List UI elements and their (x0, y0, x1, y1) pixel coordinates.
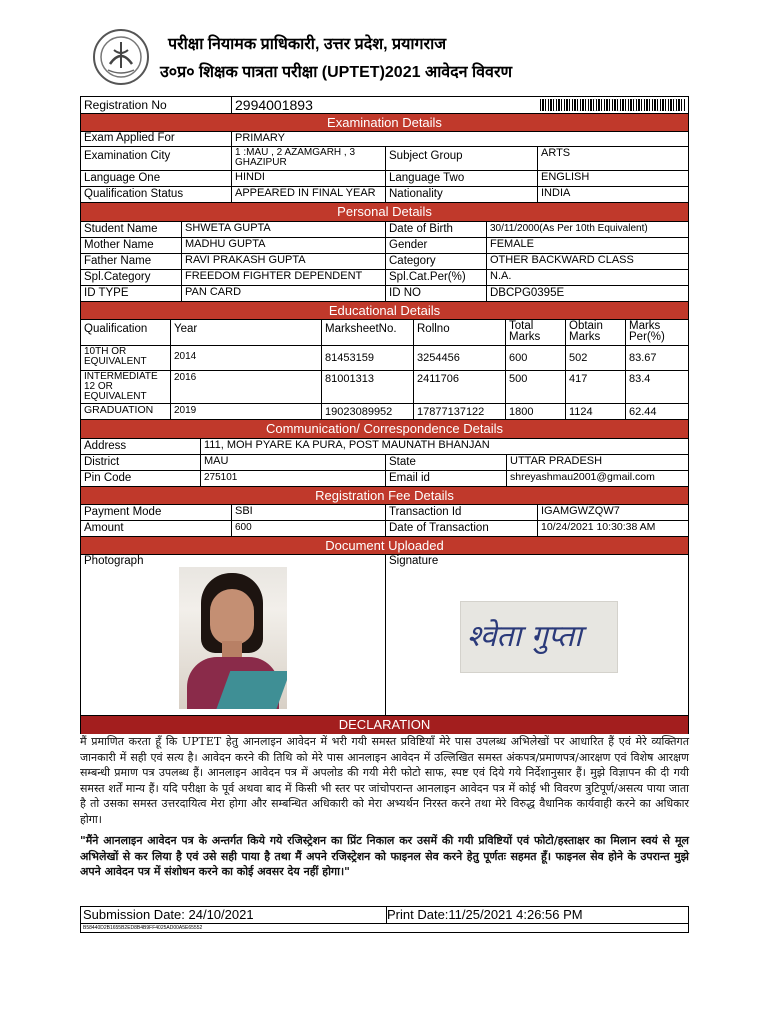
mother-name-value: MADHU GUPTA (182, 238, 386, 253)
registration-label: Registration No (81, 97, 232, 113)
id-type-value: PAN CARD (182, 286, 386, 301)
language-one-value: HINDI (232, 171, 386, 186)
section-fee-details: Registration Fee Details (80, 487, 689, 505)
form-title: उ०प्र० शिक्षक पात्रता परीक्षा (UPTET)2021 आवेदन विवरण (160, 64, 513, 81)
declaration-text (80, 734, 689, 906)
gender-value: FEMALE (490, 238, 535, 250)
address-label: Address (81, 439, 201, 454)
personal-row-3 (80, 254, 689, 270)
subject-group-label: Subject Group (386, 147, 538, 170)
comm-row-1 (80, 439, 689, 455)
subject-group-value: ARTS (541, 147, 571, 159)
transaction-date-value: 10/24/2021 10:30:38 AM (541, 521, 656, 533)
edu-qualification: INTERMEDIATE 12 OR EQUIVALENT (81, 371, 171, 403)
personal-row-2 (80, 238, 689, 254)
edu-header-total-marks: Total Marks (506, 320, 566, 345)
dob-value: 30/11/2000(As Per 10th Equivalent) (490, 223, 648, 234)
gender-label: Gender (386, 238, 487, 253)
dob-label: Date of Birth (386, 222, 487, 237)
edu-header-rollno: Rollno (414, 320, 506, 345)
edu-marks-per: 62.44 (629, 406, 657, 418)
id-no-label: ID NO (386, 286, 487, 301)
section-document-uploaded: Document Uploaded (80, 537, 689, 555)
edu-marks-per: 83.67 (629, 352, 657, 364)
edu-rollno: 2411706 (414, 371, 506, 403)
section-exam-details: Examination Details (80, 114, 689, 132)
id-no-value: DBCPG0395E (490, 287, 565, 299)
document-hash: B58440D2B1655B2ED8B4B9FF4025AD00A5E65552 (80, 923, 689, 933)
transaction-id-value: IGAMGWZQW7 (541, 505, 620, 517)
nationality-value: INDIA (541, 187, 571, 199)
exam-city-label: Examination City (81, 147, 232, 170)
edu-year: 2014 (171, 346, 322, 370)
category-label: Category (386, 254, 487, 269)
category-value: OTHER BACKWARD CLASS (490, 254, 634, 266)
exam-row-2 (80, 147, 689, 171)
spl-cat-per-value: N.A. (490, 270, 512, 282)
photograph-cell (81, 555, 386, 715)
qualification-status-value: APPEARED IN FINAL YEAR (232, 187, 386, 202)
table-row (80, 371, 689, 404)
signature-cell (386, 555, 688, 715)
exam-row-4 (80, 187, 689, 203)
exam-applied-value: PRIMARY (235, 132, 285, 144)
state-value: UTTAR PRADESH (510, 455, 603, 467)
edu-qualification: GRADUATION (81, 404, 171, 419)
education-header-row (80, 320, 689, 346)
transaction-id-label: Transaction Id (386, 505, 538, 520)
section-communication-details: Communication/ Correspondence Details (80, 420, 689, 439)
pin-code-label: Pin Code (81, 471, 201, 486)
nationality-label: Nationality (386, 187, 538, 202)
declaration-quote: "मैंने आनलाइन आवेदन पत्र के अन्तर्गत किये गये रजिस्ट्रेशन का प्रिंट निकाल कर उसमें की गयी प्रविष्टियों एवं फोटो/हस्ताक्षर का मिलान स्वयं से मूल अभिलेखों से कर लिया है एवं उसे सही पाया है तथा मैं अपने रजिस्ट्रेशन को फाइनल सेव करने हेतु पूर्णतः सहमत हूँ। फाइनल सेव होने के उपरान्त मुझे अपने आवेदन पत्र में संशोधन करने का कोई अवसर देय नहीं होगा।" (80, 834, 689, 878)
authority-title: परीक्षा नियामक प्राधिकारी, उत्तर प्रदेश, प्रयागराज (168, 36, 447, 53)
edu-marksheet: 19023089952 (322, 404, 414, 419)
edu-qualification: 10TH OR EQUIVALENT (81, 346, 171, 370)
id-type-label: ID TYPE (81, 286, 182, 301)
exam-city-value: 1 :MAU , 2 AZAMGARH , 3 GHAZIPUR (232, 147, 386, 170)
print-date: Print Date:11/25/2021 4:26:56 PM (387, 907, 583, 922)
student-name-value: SHWETA GUPTA (182, 222, 386, 237)
section-declaration: DECLARATION (80, 716, 689, 734)
amount-value: 600 (232, 521, 386, 536)
edu-header-marksheet: MarksheetNo. (322, 320, 414, 345)
personal-row-5 (80, 286, 689, 302)
edu-header-marks-per: Marks Per(%) (629, 320, 665, 343)
spl-category-label: Spl.Category (81, 270, 182, 285)
edu-marksheet: 81001313 (322, 371, 414, 403)
payment-mode-value: SBI (232, 505, 386, 520)
registration-number: 2994001893 (235, 97, 313, 113)
language-two-label: Language Two (386, 171, 538, 186)
edu-header-obtain-marks: Obtain Marks (566, 320, 626, 345)
edu-total-marks: 600 (506, 346, 566, 370)
email-value: shreyashmau2001@gmail.com (510, 471, 655, 483)
district-label: District (81, 455, 201, 470)
edu-header-year: Year (171, 320, 322, 345)
pin-code-value: 275101 (201, 471, 386, 486)
personal-row-1 (80, 222, 689, 238)
amount-label: Amount (81, 521, 232, 536)
transaction-date-label: Date of Transaction (386, 521, 538, 536)
edu-total-marks: 1800 (506, 404, 566, 419)
address-value: 111, MOH PYARE KA PURA, POST MAUNATH BHANJAN (204, 439, 490, 451)
payment-mode-label: Payment Mode (81, 505, 232, 520)
father-name-value: RAVI PRAKASH GUPTA (182, 254, 386, 269)
table-row (80, 404, 689, 420)
personal-row-4 (80, 270, 689, 286)
signature-label: Signature (389, 555, 439, 567)
footer-dates (80, 906, 689, 924)
student-name-label: Student Name (81, 222, 182, 237)
signature-image (460, 601, 618, 673)
edu-obtain-marks: 502 (566, 346, 626, 370)
edu-rollno: 17877137122 (414, 404, 506, 419)
edu-header-qualification: Qualification (81, 320, 171, 345)
comm-row-2 (80, 455, 689, 471)
page-header (0, 0, 768, 96)
document-row (80, 555, 689, 716)
barcode-icon (540, 99, 686, 111)
mother-name-label: Mother Name (81, 238, 182, 253)
declaration-paragraph: मैं प्रमाणित करता हूँ कि UPTET हेतु आनलाइन आवेदन में भरी गयी समस्त प्रविष्टियाँ मेरे पास उपलब्ध अभिलेखों पर आधारित हैं एवं मेरे व्यक्तिगत जानकारी में सही एवं सत्य है। आवेदन करने की तिथि को मेरे पास आनलाइन आवेदन में उल्लिखित समस्त अंकपत्र/प्रमाणपत्र/आरक्षण एवं विशेष आरक्षण सम्बन्धी प्रमाण पत्र उपलब्ध हैं। आनलाइन आवेदन पत्र में अपलोड की गयी मेरी फोटो साफ, स्पष्ट एवं दिये गये निर्देशानुसार हैं। मुझे विज्ञापन की दी गयी समस्त शर्तें मान्य हैं। यदि परीक्षा के पूर्व अथवा बाद में किसी भी स्तर पर जांचोपरान्त आनलाइन आवेदन पत्र में कोई भी विवरण त्रुटिपूर्ण/असत्य पाया जाता है तो उसका समस्त उत्तरदायित्व मेरा होगा और सम्बन्धित अधिकारी को मेरा अभ्यर्थन निरस्त करने तथा मेरे विरुद्ध वैधानिक कार्यवाही करने का अधिकार होगा। (80, 735, 689, 826)
spl-category-value: FREEDOM FIGHTER DEPENDENT (182, 270, 386, 285)
edu-year: 2016 (171, 371, 322, 403)
language-one-label: Language One (81, 171, 232, 186)
qualification-status-label: Qualification Status (81, 187, 232, 202)
exam-row-3 (80, 171, 689, 187)
section-educational-details: Educational Details (80, 302, 689, 320)
table-row (80, 346, 689, 371)
edu-obtain-marks: 1124 (566, 404, 626, 419)
fee-row-1 (80, 505, 689, 521)
registration-row (80, 96, 689, 114)
fee-row-2 (80, 521, 689, 537)
edu-marks-per: 83.4 (629, 373, 651, 385)
signature-text: श्वेता गुप्ता (467, 619, 582, 654)
state-emblem-icon (92, 28, 150, 86)
comm-row-3 (80, 471, 689, 487)
section-personal-details: Personal Details (80, 203, 689, 222)
edu-total-marks: 500 (506, 371, 566, 403)
edu-obtain-marks: 417 (566, 371, 626, 403)
exam-applied-label: Exam Applied For (81, 132, 232, 146)
submission-date: Submission Date: 24/10/2021 (81, 907, 387, 923)
edu-year: 2019 (171, 404, 322, 419)
applicant-photo (179, 567, 287, 709)
district-value: MAU (201, 455, 386, 470)
spl-cat-per-label: Spl.Cat.Per(%) (386, 270, 487, 285)
exam-row-1 (80, 132, 689, 147)
state-label: State (386, 455, 507, 470)
photograph-label: Photograph (84, 555, 144, 567)
language-two-value: ENGLISH (541, 171, 590, 183)
edu-marksheet: 81453159 (322, 346, 414, 370)
father-name-label: Father Name (81, 254, 182, 269)
edu-rollno: 3254456 (414, 346, 506, 370)
email-label: Email id (386, 471, 507, 486)
